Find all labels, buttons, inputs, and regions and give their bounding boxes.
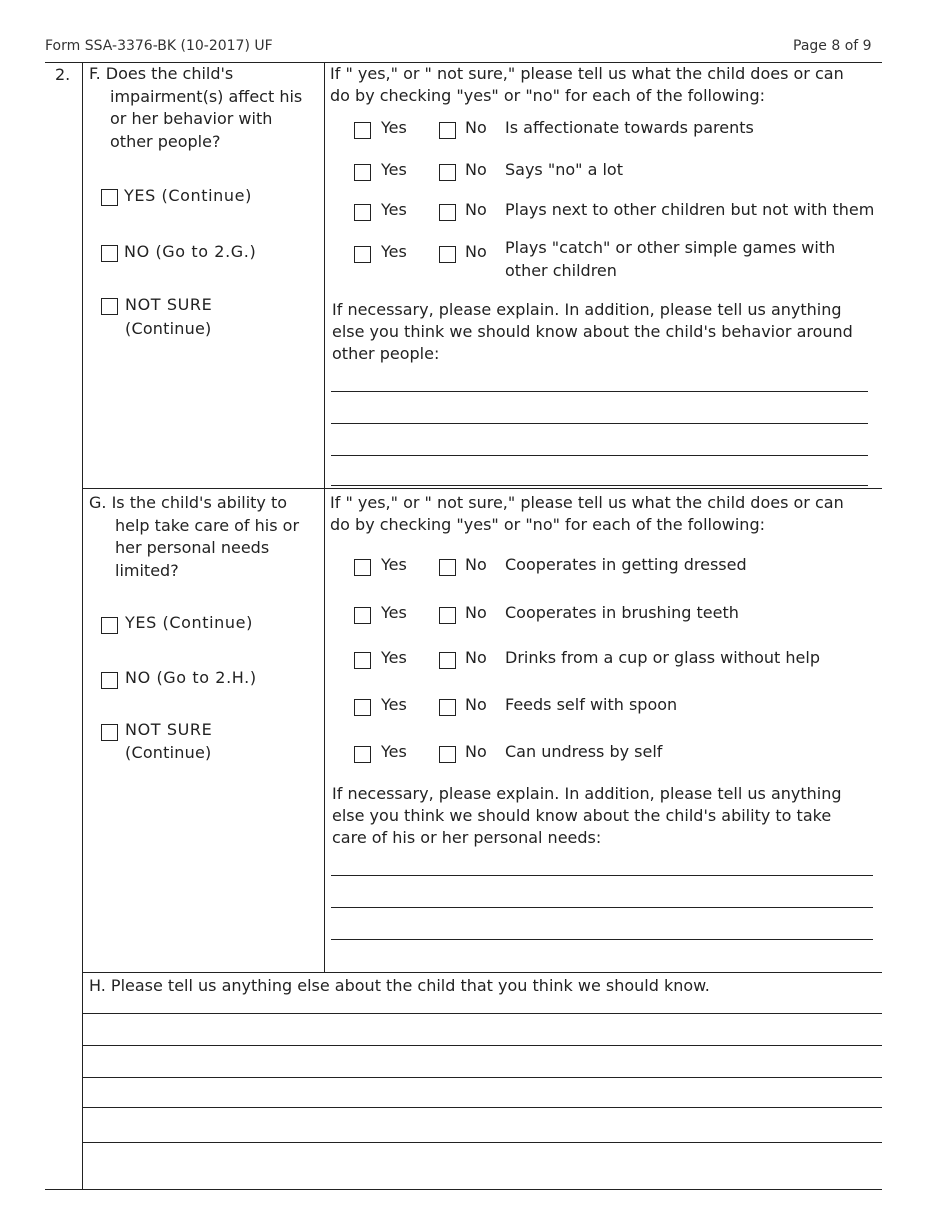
question-f xyxy=(89,63,302,153)
no-label: No xyxy=(465,695,487,714)
question-g-line: help take care of his or xyxy=(115,515,300,535)
question-h: H. Please tell us anything else about the child that you think we should know. xyxy=(89,976,710,995)
g-notsure-continue: (Continue) xyxy=(125,743,212,762)
g-answer-line[interactable] xyxy=(331,939,873,940)
g-yes-checkbox[interactable] xyxy=(101,617,118,634)
item-text: Plays next to other children but not with them xyxy=(505,200,875,219)
f-item3-no-checkbox[interactable] xyxy=(439,204,456,221)
f-item2-no-checkbox[interactable] xyxy=(439,164,456,181)
table-bottom-rule xyxy=(45,1189,882,1190)
no-label: No xyxy=(465,200,487,219)
h-answer-line[interactable] xyxy=(82,1142,882,1143)
yes-label: Yes xyxy=(381,160,407,179)
f-no-label: NO (Go to 2.G.) xyxy=(124,242,257,261)
f-item2-yes-checkbox[interactable] xyxy=(354,164,371,181)
f-notsure-checkbox[interactable] xyxy=(101,298,118,315)
f-answer-line[interactable] xyxy=(331,455,868,456)
f-answer-line[interactable] xyxy=(331,391,868,392)
g-answer-line[interactable] xyxy=(331,907,873,908)
item-text: Plays "catch" or other simple games with xyxy=(505,238,836,257)
g-item4-yes-checkbox[interactable] xyxy=(354,699,371,716)
g-item5-no-checkbox[interactable] xyxy=(439,746,456,763)
yes-label: Yes xyxy=(381,603,407,622)
section-number: 2. xyxy=(55,65,71,84)
item-text: Feeds self with spoon xyxy=(505,695,678,714)
f-explain-line: else you think we should know about the child's behavior around xyxy=(332,322,853,341)
item-text: Cooperates in getting dressed xyxy=(505,555,747,574)
h-answer-line[interactable] xyxy=(82,1107,882,1108)
g-item1-yes-checkbox[interactable] xyxy=(354,559,371,576)
h-answer-line[interactable] xyxy=(82,1045,882,1046)
f-yes-label: YES (Continue) xyxy=(124,186,252,205)
item-text-continued: other children xyxy=(505,261,617,280)
no-label: No xyxy=(465,603,487,622)
table-column-rule xyxy=(324,62,325,973)
question-f-line: other people? xyxy=(110,131,221,151)
item-text: Says "no" a lot xyxy=(505,160,623,179)
g-item4-no-checkbox[interactable] xyxy=(439,699,456,716)
g-item1-no-checkbox[interactable] xyxy=(439,559,456,576)
question-g-line: limited? xyxy=(115,560,179,580)
yes-label: Yes xyxy=(381,555,407,574)
g-explain-line: else you think we should know about the child's ability to take xyxy=(332,806,832,825)
f-item4-no-checkbox[interactable] xyxy=(439,246,456,263)
item-text: Cooperates in brushing teeth xyxy=(505,603,739,622)
f-explain xyxy=(332,299,853,365)
question-f-line: or her behavior with xyxy=(110,109,273,128)
yes-label: Yes xyxy=(381,648,407,667)
item-text: Is affectionate towards parents xyxy=(505,118,754,137)
f-item4-yes-checkbox[interactable] xyxy=(354,246,371,263)
g-instructions xyxy=(330,492,844,536)
f-yes-checkbox[interactable] xyxy=(101,189,118,206)
f-instructions-line: do by checking "yes" or "no" for each of the following: xyxy=(330,86,765,105)
g-explain-line: care of his or her personal needs: xyxy=(332,828,602,847)
f-answer-line[interactable] xyxy=(331,485,868,486)
table-left-rule xyxy=(82,62,83,1190)
g-no-label: NO (Go to 2.H.) xyxy=(125,668,257,687)
yes-label: Yes xyxy=(381,118,407,137)
yes-label: Yes xyxy=(381,695,407,714)
no-label: No xyxy=(465,160,487,179)
row-divider-gh xyxy=(82,972,882,973)
f-item1-yes-checkbox[interactable] xyxy=(354,122,371,139)
f-explain-line: other people: xyxy=(332,344,440,363)
f-notsure-label: NOT SURE xyxy=(125,295,213,314)
g-answer-line[interactable] xyxy=(331,875,873,876)
g-item3-yes-checkbox[interactable] xyxy=(354,652,371,669)
g-item2-yes-checkbox[interactable] xyxy=(354,607,371,624)
f-item3-yes-checkbox[interactable] xyxy=(354,204,371,221)
f-instructions xyxy=(330,63,844,107)
g-instructions-line: do by checking "yes" or "no" for each of the following: xyxy=(330,515,765,534)
g-instructions-line: If " yes," or " not sure," please tell us what the child does or can xyxy=(330,493,844,512)
item-text: Can undress by self xyxy=(505,742,663,761)
g-explain xyxy=(332,783,842,849)
no-label: No xyxy=(465,742,487,761)
g-notsure-checkbox[interactable] xyxy=(101,724,118,741)
h-answer-line[interactable] xyxy=(82,1013,882,1014)
page-number: Page 8 of 9 xyxy=(793,38,872,54)
form-id: Form SSA-3376-BK (10-2017) UF xyxy=(45,38,273,54)
g-explain-line: If necessary, please explain. In addition, please tell us anything xyxy=(332,784,842,803)
h-answer-line[interactable] xyxy=(82,1077,882,1078)
yes-label: Yes xyxy=(381,200,407,219)
f-instructions-line: If " yes," or " not sure," please tell us what the child does or can xyxy=(330,64,844,83)
f-notsure-continue: (Continue) xyxy=(125,319,212,338)
g-yes-label: YES (Continue) xyxy=(125,613,253,632)
no-label: No xyxy=(465,242,487,261)
g-notsure-label: NOT SURE xyxy=(125,720,213,739)
f-item1-no-checkbox[interactable] xyxy=(439,122,456,139)
yes-label: Yes xyxy=(381,742,407,761)
f-explain-line: If necessary, please explain. In addition, please tell us anything xyxy=(332,300,842,319)
g-item5-yes-checkbox[interactable] xyxy=(354,746,371,763)
g-item2-no-checkbox[interactable] xyxy=(439,607,456,624)
question-f-line: F. Does the child's xyxy=(89,64,234,83)
yes-label: Yes xyxy=(381,242,407,261)
f-answer-line[interactable] xyxy=(331,423,868,424)
no-label: No xyxy=(465,648,487,667)
f-no-checkbox[interactable] xyxy=(101,245,118,262)
question-f-line: impairment(s) affect his xyxy=(110,86,303,106)
no-label: No xyxy=(465,555,487,574)
question-g-line: her personal needs xyxy=(115,538,270,557)
row-divider-fg xyxy=(82,488,882,489)
item-text: Drinks from a cup or glass without help xyxy=(505,648,820,667)
g-item3-no-checkbox[interactable] xyxy=(439,652,456,669)
no-label: No xyxy=(465,118,487,137)
question-g xyxy=(89,492,299,582)
question-g-line: G. Is the child's ability to xyxy=(89,493,288,512)
g-no-checkbox[interactable] xyxy=(101,672,118,689)
